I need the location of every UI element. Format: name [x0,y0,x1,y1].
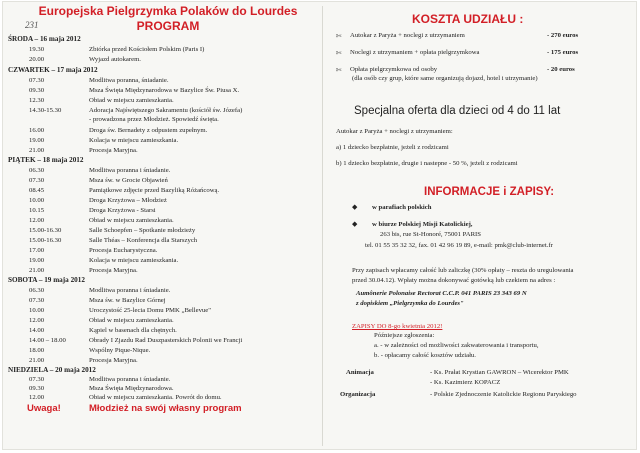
item-text: Zbiórka przed Kościołem Polskim (Paris I) [89,46,205,53]
item-time: 16.00 [29,127,45,134]
day-header: PIĄTEK – 18 maja 2012 [8,156,84,164]
handwritten-note: 231 [25,20,39,30]
program-heading: PROGRAM [136,19,200,33]
item-text: Kolacja w miejscu zamieszkania. [89,257,179,264]
program-title: Europejska Pielgrzymka Polaków do Lourdes [38,4,298,18]
item-text: Modlitwa poranna i śniadanie. [89,167,171,174]
item-time: 21.00 [29,147,45,154]
item-time: 07.30 [29,376,45,383]
item-text: Msza św. w Grocie Objawień [89,177,168,184]
item-text: Msza Święta Międzynarodowa w Bazylice Św. Piusa X. [89,87,240,94]
item-time: 15.00-16.30 [29,227,62,234]
scissors-icon: ✄ [336,33,342,40]
offer-b: b) 1 dziecko bezpłatnie, drugie i nastepne - 50 %, jeżeli z rodzicami [336,160,518,167]
item-time: 12.00 [29,394,45,401]
item-text: Modlitwa poranna, śniadanie. [89,77,169,84]
leaflet-sheet [3,2,636,449]
item-text: Uroczystość 25-lecia Domu PMK „Bellevue" [89,307,211,314]
item-time: 19.00 [29,137,45,144]
item-time: 06.30 [29,167,45,174]
costs-title: KOSZTA UDZIAŁU : [412,12,524,26]
item-text: Modlitwa poranna i śniadanie. [89,376,171,383]
animation-label: Animacja [346,369,374,376]
item-text: Salle Théas – Konferencja dla Starszych [89,237,198,244]
late-option-a: a. - w zależności od możliwości zakwaterowania i transportu, [374,342,539,349]
bank-note: z dopiskiem „Pielgrzymka do Lourdes" [356,300,464,307]
item-text: Kąpiel w basenach dla chętnych. [89,327,177,334]
cost-label: Noclegi z utrzymaniem + opłata pielgrzymkowa [350,49,480,56]
warning-label: Uwaga! [27,403,61,414]
item-text: Obiad w miejscu zamieszkania. Powrót do domu. [89,394,222,401]
item-time: 21.00 [29,357,45,364]
item-time: 12.00 [29,317,45,324]
item-time: 20.00 [29,56,45,63]
item-text: Obiad w miejscu zamieszkania. [89,217,174,224]
payment-line-1: Przy zapisach wpłacamy całość lub zaliczkę (30% opłaty – reszta do uregulowania [352,267,574,274]
item-time: 18.00 [29,347,45,354]
item-text: Kolacja w miejscu zamieszkania. [89,137,179,144]
item-text: Procesja Eucharystyczna. [89,247,158,254]
scissors-icon: ✄ [336,67,342,74]
item-time: 10.00 [29,307,45,314]
item-text: - prowadzona przez Młodzież. Spowiedź święta. [89,116,219,123]
cost-note: (dla osób czy grup, które same organizują dojazd, hotel i utrzymanie) [352,75,538,82]
day-header: NIEDZIELA – 20 maja 2012 [8,366,96,374]
bank-account: Aumônerie Polonaise Rectorat C.C.P. 041 PARIS 23 343 69 N [356,290,527,297]
item-text: Obrady I Zjazdu Rad Duszpasterskich Polonii we Francji [89,337,243,344]
item-time: 14.00 – 18.00 [29,337,66,344]
info-title: INFORMACJE i ZAPISY: [424,186,555,198]
info-parishes: w parafiach polskich [372,204,432,211]
item-text: Obiad w miejscu zamieszkania. [89,317,174,324]
late-option-b: b. - opłacamy całość kosztów udziału. [374,352,476,359]
cost-label: Autokar z Paryża + noclegi z utrzymaniem [350,32,465,39]
item-time: 10.15 [29,207,45,214]
item-text: Procesja Maryjna. [89,147,138,154]
item-time: 19.30 [29,46,45,53]
item-text: Wyjazd autokarem. [89,56,141,63]
item-text: Droga św. Bernadety z odpustem zupełnym. [89,127,208,134]
item-text: Salle Schoepfen – Spotkanie młodzieży [89,227,196,234]
day-header: SOBOTA – 19 maja 2012 [8,276,85,284]
item-text: Obiad w miejscu zamieszkania. [89,97,174,104]
item-time: 21.00 [29,267,45,274]
item-text: Procesja Maryjna. [89,267,138,274]
item-text: Procesja Maryjna. [89,357,138,364]
item-text: Msza Święta Międzynarodowa. [89,385,174,392]
item-text: Pamiątkowe zdjęcie przed Bazyliką Różańcową. [89,187,220,194]
item-time: 17.00 [29,247,45,254]
item-text: Modlitwa poranna i śniadanie. [89,287,171,294]
item-time: 12.30 [29,97,45,104]
item-text: Droga Krzyżowa - Starsi [89,207,156,214]
late-heading: Późniejsze zgłoszenia: [374,332,435,339]
item-time: 10.00 [29,197,45,204]
item-time: 07.30 [29,77,45,84]
item-time: 07.30 [29,177,45,184]
scissors-icon: ✄ [336,50,342,57]
item-time: 07.30 [29,297,45,304]
item-time: 09.30 [29,385,45,392]
cost-price: - 20 euros [547,66,575,73]
offer-a: a) 1 dziecko bezpłatnie, jeżeli z rodzicami [336,144,449,151]
cost-price: - 175 euros [547,49,579,56]
program-column [3,2,322,449]
item-time: 15.00-16.30 [29,237,62,244]
item-time: 09.30 [29,87,45,94]
payment-line-2: przed 30.04.12). Wpłaty można dokonywać gotówką lub czekiem na adres : [352,277,556,284]
cost-label: Opłata pielgrzymkowa od osoby [350,66,438,73]
diamond-bullet-icon: ◆ [352,220,358,228]
item-time: 08.45 [29,187,45,194]
item-time: 19.00 [29,257,45,264]
item-text: Wspólny Pique-Nique. [89,347,151,354]
item-text: Msza św. w Bazylice Górnej [89,297,166,304]
diamond-bullet-icon: ◆ [352,203,358,211]
address: 263 bis, rue St-Honoré, 75001 PARIS [380,231,481,238]
special-offer: Specjalna oferta dla dzieci od 4 do 11 lat [354,105,561,117]
deadline: ZAPISY DO 8-go kwietnia 2012! [352,323,443,330]
animator-1: - Ks. Prałat Krystian GAWRON – Wicerektor PMK [430,369,569,376]
info-column [322,2,636,449]
day-header: ŚRODA – 16 maja 2012 [8,35,81,43]
cost-price: - 270 euros [547,32,579,39]
item-text: Adoracja Najświętszego Sakramentu (kościół św. Józefa) [89,107,243,114]
day-header: CZWARTEK – 17 maja 2012 [8,66,98,74]
offer-intro: Autokar z Paryża + noclegi z utrzymaniem: [336,128,453,135]
item-time: 14.00 [29,327,45,334]
animator-2: - Ks. Kazimierz KOPACZ [430,379,501,386]
warning-text: Młodzież na swój własny program [89,403,242,414]
organizer: - Polskie Zjednoczenie Katolickie Regionu Paryskiego [430,391,577,398]
organization-label: Organizacja [340,391,376,398]
contact-phone: tel. 01 55 35 32 32, fax. 01 42 96 19 89, e-mail: pmk@club-internet.fr [365,242,553,249]
item-time: 12.00 [29,217,45,224]
info-office: w biurze Polskiej Misji Katolickiej, [372,221,473,228]
item-time: 14.30-15.30 [29,107,62,114]
item-time: 06.30 [29,287,45,294]
item-text: Droga Krzyżowa – Młodzież [89,197,167,204]
